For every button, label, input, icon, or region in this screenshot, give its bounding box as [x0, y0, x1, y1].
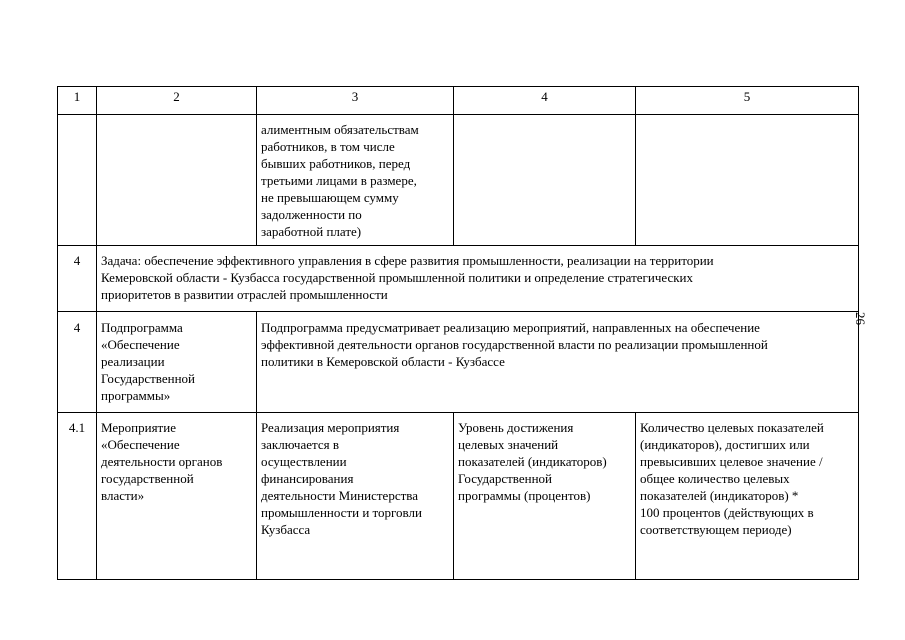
header-cell: 1	[58, 87, 97, 115]
text-line: превысивших целевое значение /	[640, 454, 823, 469]
text-line: 100 процентов (действующих в	[640, 505, 814, 520]
text-line: Количество целевых показателей	[640, 420, 824, 435]
text-line: «Обеспечение	[101, 337, 180, 352]
header-cell: 2	[97, 87, 257, 115]
text-line: «Обеспечение	[101, 437, 180, 452]
text-line: соответствующем периоде)	[640, 522, 792, 537]
text-line: общее количество целевых	[640, 471, 790, 486]
task-text-cell	[97, 246, 859, 312]
text-line: финансирования	[261, 471, 354, 486]
text-line: Уровень достижения	[458, 420, 574, 435]
header-row	[58, 87, 859, 115]
row-number: 4.1	[58, 413, 97, 580]
text-line: алиментным обязательствам	[261, 122, 419, 137]
text-line: деятельности Министерства	[261, 488, 419, 503]
text-line: Государственной	[101, 371, 196, 386]
text-line: не превышающем сумму	[261, 190, 399, 205]
text-line: Подпрограмма	[101, 320, 183, 335]
text-line: третьими лицами в размере,	[261, 173, 417, 188]
text-line: программы (процентов)	[458, 488, 591, 503]
indicator-cell	[454, 413, 636, 580]
subprogram-description-cell	[257, 312, 859, 413]
table-row	[58, 413, 859, 580]
header-cell: 5	[636, 87, 859, 115]
text-line: деятельности органов	[101, 454, 223, 469]
measure-description-cell	[257, 413, 454, 580]
text-line: (индикаторов), достигших или	[640, 437, 810, 452]
page-number: 26	[853, 312, 868, 325]
continuation-text-cell	[257, 115, 454, 246]
text-line: государственной	[101, 471, 194, 486]
text-line: промышленности и торговли	[261, 505, 422, 520]
text-line: заключается в	[261, 437, 339, 452]
text-line: целевых значений	[458, 437, 559, 452]
table-row	[58, 246, 859, 312]
formula-cell	[636, 413, 859, 580]
table-row	[58, 312, 859, 413]
table-row	[58, 115, 859, 246]
text-line: задолженности по	[261, 207, 362, 222]
text-line: показателей (индикаторов) *	[640, 488, 799, 503]
program-table	[57, 86, 859, 580]
text-line: программы»	[101, 388, 171, 403]
text-line: власти»	[101, 488, 145, 503]
empty-cell	[636, 115, 859, 246]
text-line: Мероприятие	[101, 420, 176, 435]
text-line: бывших работников, перед	[261, 156, 411, 171]
text-line: осуществлении	[261, 454, 347, 469]
text-line: Задача: обеспечение эффективного управления в сфере развития промышленности, реализации на территории	[101, 253, 714, 268]
row-number: 4	[58, 246, 97, 312]
text-line: приоритетов в развитии отраслей промышленности	[101, 287, 388, 302]
subprogram-name-cell	[97, 312, 257, 413]
header-cell: 3	[257, 87, 454, 115]
row-number: 4	[58, 312, 97, 413]
text-line: Государственной	[458, 471, 553, 486]
text-line: Подпрограмма предусматривает реализацию мероприятий, направленных на обеспечение	[261, 320, 760, 335]
text-line: реализации	[101, 354, 165, 369]
text-line: показателей (индикаторов)	[458, 454, 607, 469]
empty-cell	[97, 115, 257, 246]
text-line: заработной плате)	[261, 224, 362, 239]
measure-name-cell	[97, 413, 257, 580]
empty-cell	[454, 115, 636, 246]
text-line: работников, в том числе	[261, 139, 395, 154]
text-line: эффективной деятельности органов государственной власти по реализации промышленной	[261, 337, 768, 352]
text-line: Кемеровской области - Кузбасса государственной промышленной политики и определение стратегических	[101, 270, 694, 285]
text-line: Кузбасса	[261, 522, 311, 537]
text-line: политики в Кемеровской области - Кузбассе	[261, 354, 505, 369]
header-cell: 4	[454, 87, 636, 115]
empty-cell	[58, 115, 97, 246]
text-line: Реализация мероприятия	[261, 420, 400, 435]
